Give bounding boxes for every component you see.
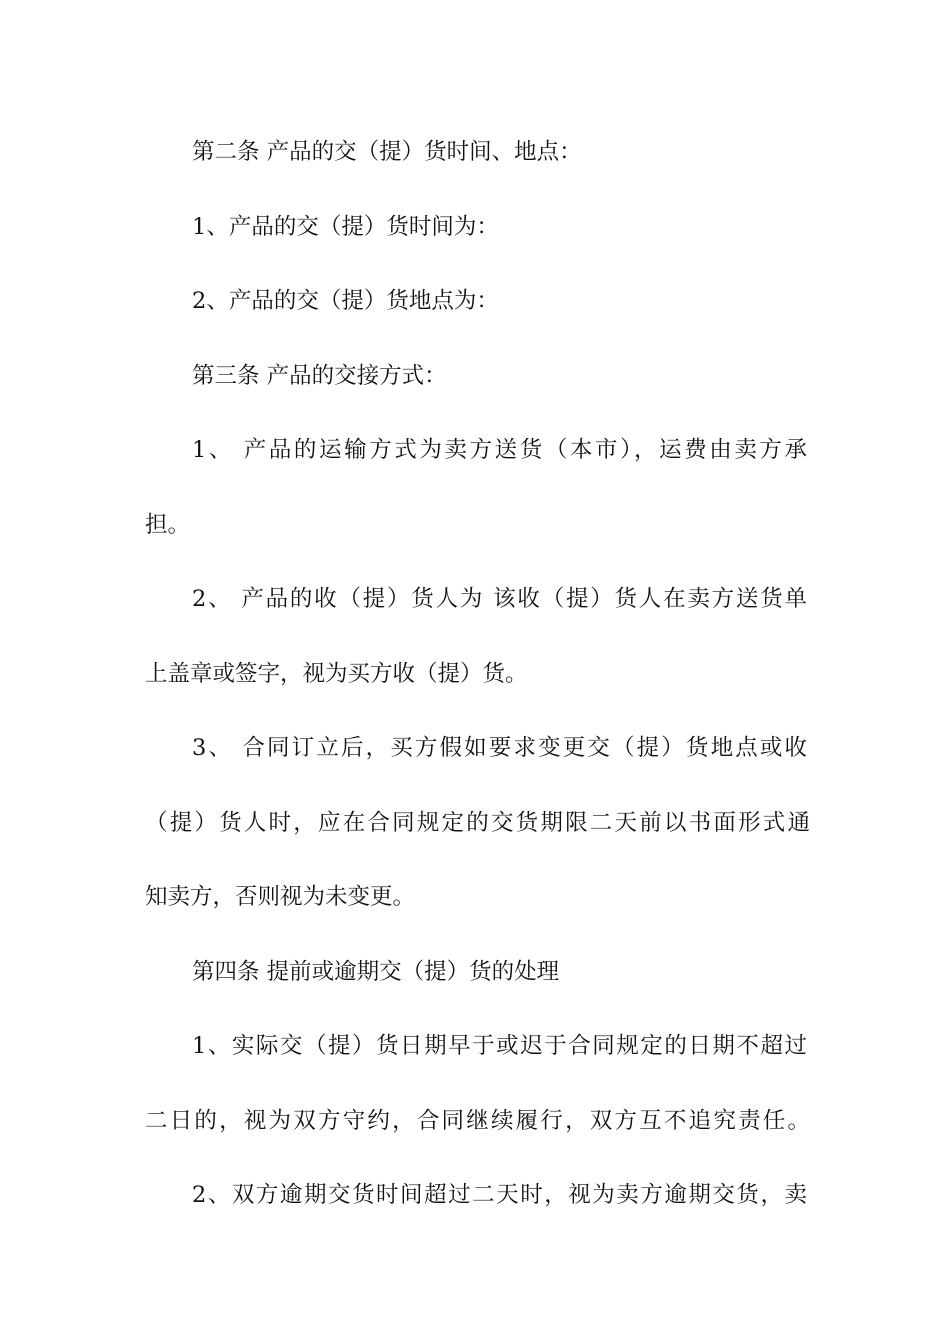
article-3-item-2-line-2: 上盖章或签字，视为买方收（提）货。 <box>145 661 528 687</box>
article-3-item-3-line-2: （提）货人时，应在合同规定的交货期限二天前以书面形式通 <box>145 810 810 836</box>
article-3-item-1-line-2: 担。 <box>145 512 191 538</box>
article-3-item-3-line-3: 知卖方，否则视为未变更。 <box>145 884 416 910</box>
article-4-item-1-line-2: 二日的，视为双方守约，合同继续履行，双方互不追究责任。 <box>145 1108 810 1134</box>
article-4-heading: 第四条 提前或逾期交（提）货的处理 <box>192 959 560 985</box>
article-4-item-1-line-1: 1、实际交（提）货日期早于或迟于合同规定的日期不超过 <box>192 1033 807 1059</box>
article-2-item-1: 1、产品的交（提）货时间为： <box>192 214 499 240</box>
article-3-item-2-line-1: 2、 产品的收（提）货人为 该收（提）货人在卖方送货单 <box>192 586 807 612</box>
article-3-item-3-line-1: 3、 合同订立后，买方假如要求变更交（提）货地点或收 <box>192 735 807 761</box>
article-4-item-2-line-1: 2、双方逾期交货时间超过二天时，视为卖方逾期交货，卖 <box>192 1182 807 1208</box>
article-3-item-1-line-1: 1、 产品的运输方式为卖方送货（本市），运费由卖方承 <box>192 437 807 463</box>
article-2-heading: 第二条 产品的交（提）货时间、地点： <box>192 139 582 165</box>
article-2-item-2: 2、产品的交（提）货地点为： <box>192 288 499 314</box>
article-3-heading: 第三条 产品的交接方式： <box>192 363 447 389</box>
